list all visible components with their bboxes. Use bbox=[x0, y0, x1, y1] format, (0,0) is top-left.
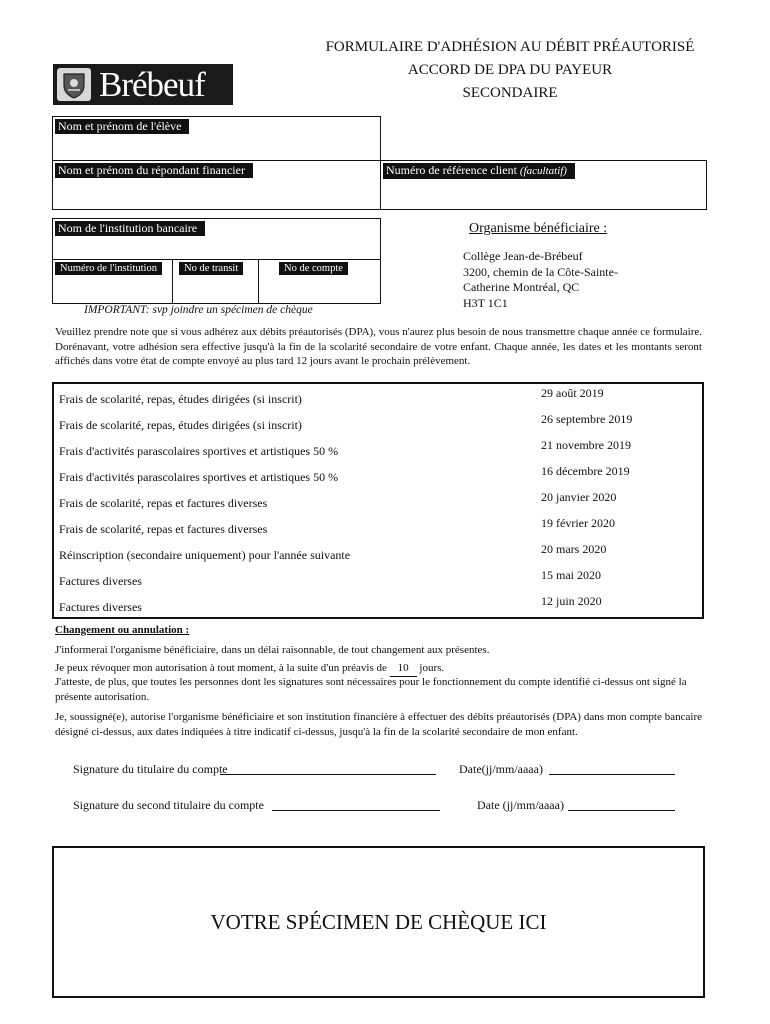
client-ref-label bbox=[383, 163, 575, 179]
revoke-prefix: Je peux révoquer mon autorisation à tout moment, à la suite d'un préavis de bbox=[55, 662, 387, 674]
change-inform: J'informerai l'organisme bénéficiaire, dans un délai raisonnable, de tout changement aux présentes. bbox=[55, 644, 490, 656]
client-ref-label-text: Numéro de référence client bbox=[386, 163, 517, 177]
brebeuf-logo bbox=[53, 64, 233, 105]
payment-row bbox=[54, 438, 702, 464]
payment-row bbox=[54, 490, 702, 516]
transit-number-label: No de transit bbox=[179, 262, 243, 275]
logo-text: Brébeuf bbox=[99, 65, 205, 104]
second-holder-signature-line[interactable] bbox=[272, 798, 440, 811]
payment-description: Frais de scolarité, repas, études dirigées (si inscrit) bbox=[59, 418, 302, 432]
second-holder-date-label: Date (jj/mm/aaaa) bbox=[477, 798, 564, 812]
check-specimen-text: VOTRE SPÉCIMEN DE CHÈQUE ICI bbox=[210, 910, 547, 934]
beneficiary-line: Collège Jean-de-Brébeuf bbox=[463, 249, 583, 263]
payment-description: Frais de scolarité, repas et factures diverses bbox=[59, 496, 268, 510]
account-number-field[interactable] bbox=[258, 259, 381, 304]
payment-description: Frais de scolarité, repas, études dirigées (si inscrit) bbox=[59, 392, 302, 406]
form-title-line-3: SECONDAIRE bbox=[462, 85, 558, 101]
client-ref-field[interactable] bbox=[380, 160, 707, 210]
beneficiary-heading: Organisme bénéficiaire : bbox=[469, 221, 608, 236]
holder-date-label: Date(jj/mm/aaaa) bbox=[459, 762, 543, 776]
payment-row bbox=[54, 516, 702, 542]
payment-row bbox=[54, 542, 702, 568]
payment-date: 19 février 2020 bbox=[541, 516, 615, 530]
important-note: IMPORTANT: svp joindre un spécimen de chèque bbox=[84, 304, 313, 316]
payment-description: Factures diverses bbox=[59, 600, 142, 614]
payment-row bbox=[54, 386, 702, 412]
payment-row bbox=[54, 568, 702, 594]
crest-icon bbox=[57, 68, 91, 101]
holder-signature-line[interactable] bbox=[220, 762, 436, 775]
payment-description: Frais de scolarité, repas et factures diverses bbox=[59, 522, 268, 536]
beneficiary-address bbox=[463, 249, 618, 311]
attest-paragraph: J'atteste, de plus, que toutes les personnes dont les signatures sont nécessaires pour le fonctionnement du compte identifié ci-dessus ont signé la présente autorisation. bbox=[55, 676, 687, 703]
institution-number-field[interactable] bbox=[52, 259, 173, 304]
payment-row bbox=[54, 464, 702, 490]
beneficiary-line: H3T 1C1 bbox=[463, 295, 508, 310]
student-name-field[interactable] bbox=[52, 116, 381, 161]
respondent-name-field[interactable] bbox=[52, 160, 381, 210]
payment-date: 20 mars 2020 bbox=[541, 542, 607, 556]
holder-signature-label: Signature du titulaire du compte bbox=[73, 762, 228, 776]
second-holder-date-line[interactable] bbox=[568, 798, 675, 811]
transit-number-field[interactable] bbox=[172, 259, 259, 304]
payment-date: 12 juin 2020 bbox=[541, 594, 602, 608]
payment-description: Factures diverses bbox=[59, 574, 142, 588]
student-name-label: Nom et prénom de l'élève bbox=[55, 119, 189, 134]
payment-row bbox=[54, 412, 702, 438]
client-ref-optional: (facultatif) bbox=[519, 165, 567, 177]
bank-name-label: Nom de l'institution bancaire bbox=[55, 221, 205, 236]
institution-number-label: Numéro de l'institution bbox=[55, 262, 162, 275]
intro-paragraph: Veuillez prendre note que si vous adhérez aux débits préautorisés (DPA), vous n'aurez plus besoin de nous transmettre chaque année ce formulaire. Dorénavant, votre adhésion sera effective jusqu'à la fin de la scolarité secondaire de votre enfant. Chaque année, les dates et les montants seront affichés dans votre état de compte envoyé au plus tard 12 jours avant le prochain prélèvement. bbox=[55, 326, 702, 367]
authorize-paragraph: Je, soussigné(e), autorise l'organisme bénéficiaire et son institution financière à effectuer des débits préautorisés (DPA) dans mon compte bancaire désigné ci-dessus, aux dates indiquées à titre indicatif ci-dessus, jusqu'à la fin de la scolarité secondaire de mon enfant. bbox=[55, 711, 702, 738]
payment-date: 26 septembre 2019 bbox=[541, 412, 633, 426]
form-title-line-2: ACCORD DE DPA DU PAYEUR bbox=[407, 62, 613, 78]
payment-row bbox=[54, 594, 702, 620]
holder-date-line[interactable] bbox=[549, 762, 675, 775]
beneficiary-line: Catherine Montréal, QC bbox=[463, 280, 580, 294]
beneficiary-line: 3200, chemin de la Côte-Sainte- bbox=[463, 264, 618, 279]
payment-date: 21 novembre 2019 bbox=[541, 438, 631, 452]
account-number-label: No de compte bbox=[279, 262, 348, 275]
second-holder-signature-label: Signature du second titulaire du compte bbox=[73, 798, 264, 812]
payment-description: Frais d'activités parascolaires sportives et artistiques 50 % bbox=[59, 470, 339, 484]
bank-name-field[interactable] bbox=[52, 218, 381, 260]
change-heading: Changement ou annulation : bbox=[55, 624, 190, 636]
payment-date: 15 mai 2020 bbox=[541, 568, 601, 582]
respondent-name-label: Nom et prénom du répondant financier bbox=[55, 163, 253, 178]
form-title-line-1: FORMULAIRE D'ADHÉSION AU DÉBIT PRÉAUTORISÉ bbox=[325, 39, 695, 55]
check-specimen-box[interactable] bbox=[52, 846, 705, 998]
payment-date: 16 décembre 2019 bbox=[541, 464, 630, 478]
payment-description: Frais d'activités parascolaires sportives et artistiques 50 % bbox=[59, 444, 339, 458]
revoke-suffix: jours. bbox=[419, 662, 445, 674]
payment-date: 29 août 2019 bbox=[541, 386, 604, 400]
payment-description: Réinscription (secondaire uniquement) pour l'année suivante bbox=[59, 548, 351, 562]
revoke-days: 10 bbox=[390, 661, 417, 677]
payment-date: 20 janvier 2020 bbox=[541, 490, 617, 504]
payment-schedule bbox=[52, 382, 704, 619]
